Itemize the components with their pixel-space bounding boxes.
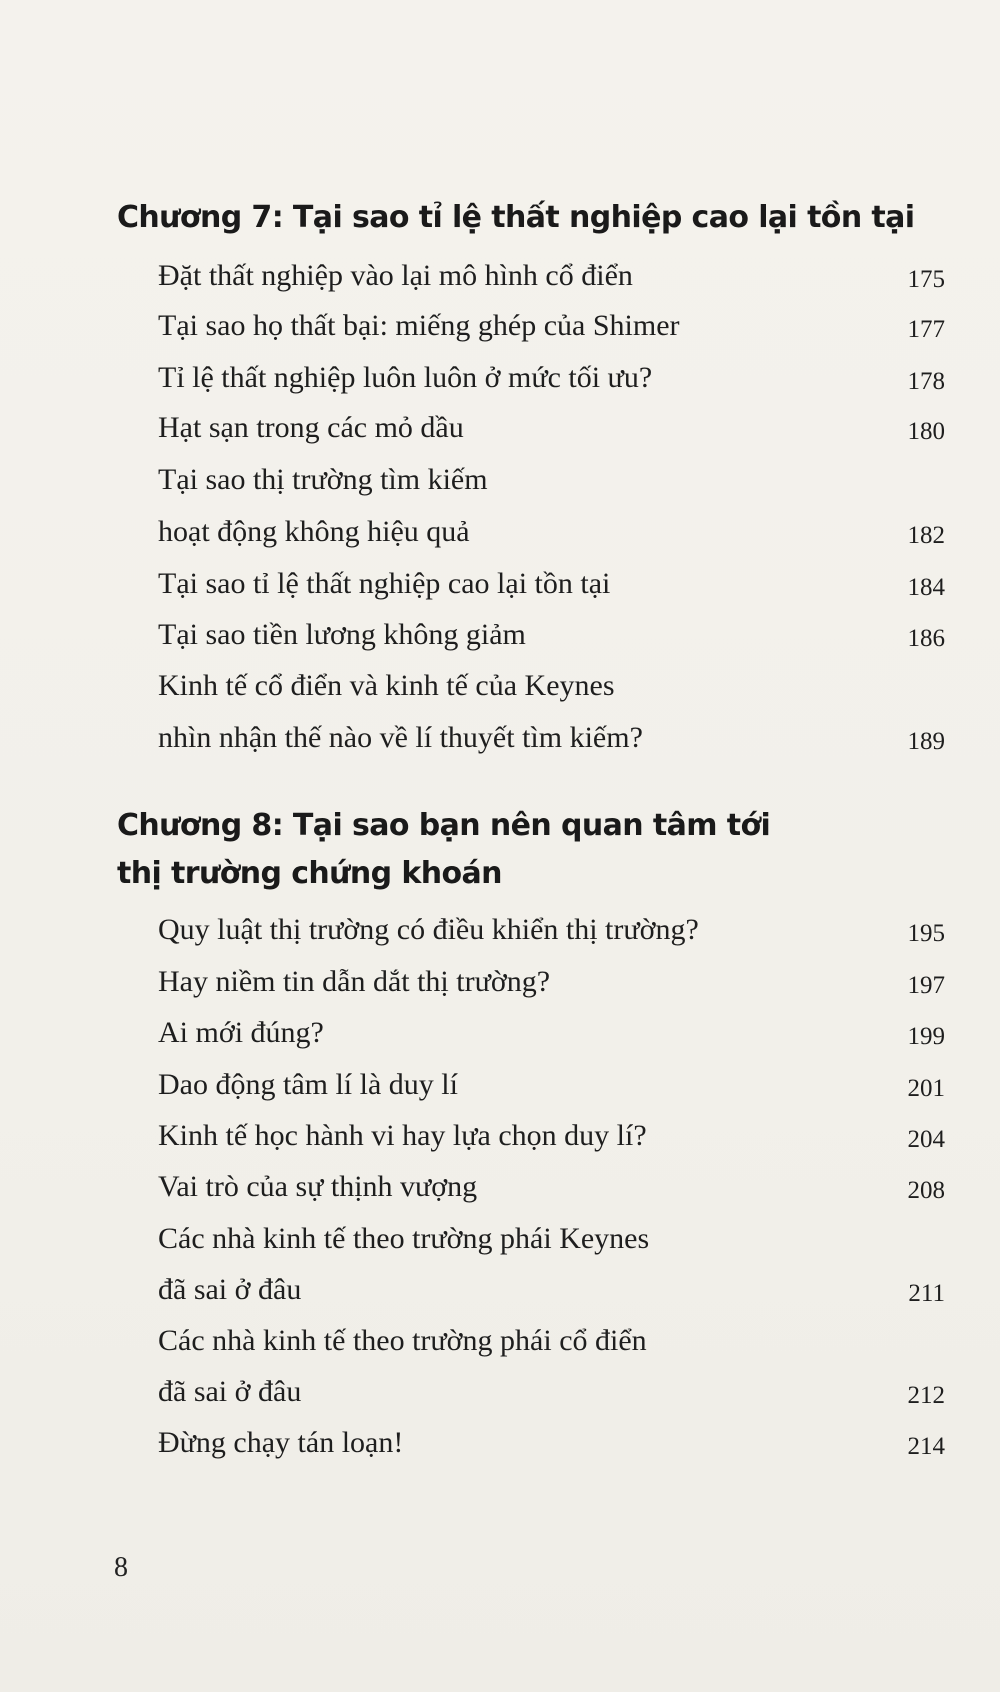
toc-entry <box>158 1321 945 1361</box>
chapter-8-title-line1: Chương 8: Tại sao bạn nên quan tâm tới <box>117 808 771 843</box>
toc-entry <box>158 512 945 552</box>
toc-entry <box>158 1167 945 1207</box>
toc-entry-page: 197 <box>907 972 945 999</box>
page-number: 8 <box>114 1552 128 1583</box>
toc-entry <box>158 1270 945 1310</box>
toc-entry <box>158 718 945 758</box>
toc-entry-text: Hạt sạn trong các mỏ dầu <box>158 411 464 444</box>
toc-entry-text: hoạt động không hiệu quả <box>158 515 470 548</box>
toc-entry-text: Kinh tế cổ điển và kinh tế của Keynes <box>158 669 615 702</box>
toc-entry-text: Tại sao tỉ lệ thất nghiệp cao lại tồn tại <box>158 567 611 600</box>
toc-entry-page: 184 <box>907 574 945 601</box>
toc-entry-page: 182 <box>907 522 945 549</box>
toc-entry-page: 180 <box>907 418 945 445</box>
toc-entry <box>158 306 945 346</box>
toc-entry-text: đã sai ở đâu <box>158 1273 302 1306</box>
toc-entry-text: Tại sao họ thất bại: miếng ghép của Shimer <box>158 309 680 342</box>
toc-entry <box>158 564 945 604</box>
toc-entry-text: Tại sao tiền lương không giảm <box>158 618 526 651</box>
toc-entry <box>158 1372 945 1412</box>
toc-entry-text: Đừng chạy tán loạn! <box>158 1426 404 1459</box>
toc-entry-text: nhìn nhận thế nào về lí thuyết tìm kiếm? <box>158 721 643 754</box>
toc-entry-page: 178 <box>907 368 945 395</box>
toc-entry-page: 211 <box>908 1280 945 1307</box>
toc-entry-text: Vai trò của sự thịnh vượng <box>158 1170 478 1203</box>
toc-entry-text: Hay niềm tin dẫn dắt thị trường? <box>158 965 551 998</box>
toc-entry <box>158 962 945 1002</box>
toc-entry-page: 201 <box>907 1075 945 1102</box>
toc-entry <box>158 910 945 950</box>
toc-entry-text: Các nhà kinh tế theo trường phái Keynes <box>158 1222 650 1255</box>
toc-entry-page: 189 <box>907 728 945 755</box>
toc-entry-page: 208 <box>907 1177 945 1204</box>
toc-entry-page: 199 <box>907 1023 945 1050</box>
toc-entry-text: Quy luật thị trường có điều khiển thị trường? <box>158 913 699 946</box>
toc-entry <box>158 1423 945 1463</box>
chapter-7-title: Chương 7: Tại sao tỉ lệ thất nghiệp cao lại tồn tại <box>117 200 915 235</box>
toc-entry <box>158 666 945 706</box>
toc-entry-text: Tỉ lệ thất nghiệp luôn luôn ở mức tối ưu? <box>158 361 653 394</box>
toc-entry-page: 175 <box>907 266 945 293</box>
toc-entry-page: 177 <box>907 316 945 343</box>
toc-entry-text: Ai mới đúng? <box>158 1016 324 1049</box>
toc-entry-text: Kinh tế học hành vi hay lựa chọn duy lí? <box>158 1119 647 1152</box>
toc-entry <box>158 358 945 398</box>
toc-entry <box>158 1013 945 1053</box>
toc-entry-text: Tại sao thị trường tìm kiếm <box>158 463 488 496</box>
toc-entry <box>158 1065 945 1105</box>
toc-entry-page: 204 <box>907 1126 945 1153</box>
toc-entry-page: 186 <box>907 625 945 652</box>
toc-entry-text: Đặt thất nghiệp vào lại mô hình cổ điển <box>158 259 633 292</box>
toc-entry <box>158 1219 945 1259</box>
toc-entry <box>158 615 945 655</box>
chapter-8-title-line2: thị trường chứng khoán <box>117 856 502 891</box>
toc-entry-text: Dao động tâm lí là duy lí <box>158 1068 458 1101</box>
toc-entry-page: 214 <box>907 1433 945 1460</box>
toc-entry-page: 195 <box>907 920 945 947</box>
toc-entry <box>158 256 945 296</box>
toc-entry <box>158 408 945 448</box>
toc-entry-text: đã sai ở đâu <box>158 1375 302 1408</box>
toc-entry <box>158 460 945 500</box>
toc-entry-page: 212 <box>907 1382 945 1409</box>
toc-entry <box>158 1116 945 1156</box>
toc-entry-text: Các nhà kinh tế theo trường phái cổ điển <box>158 1324 647 1357</box>
